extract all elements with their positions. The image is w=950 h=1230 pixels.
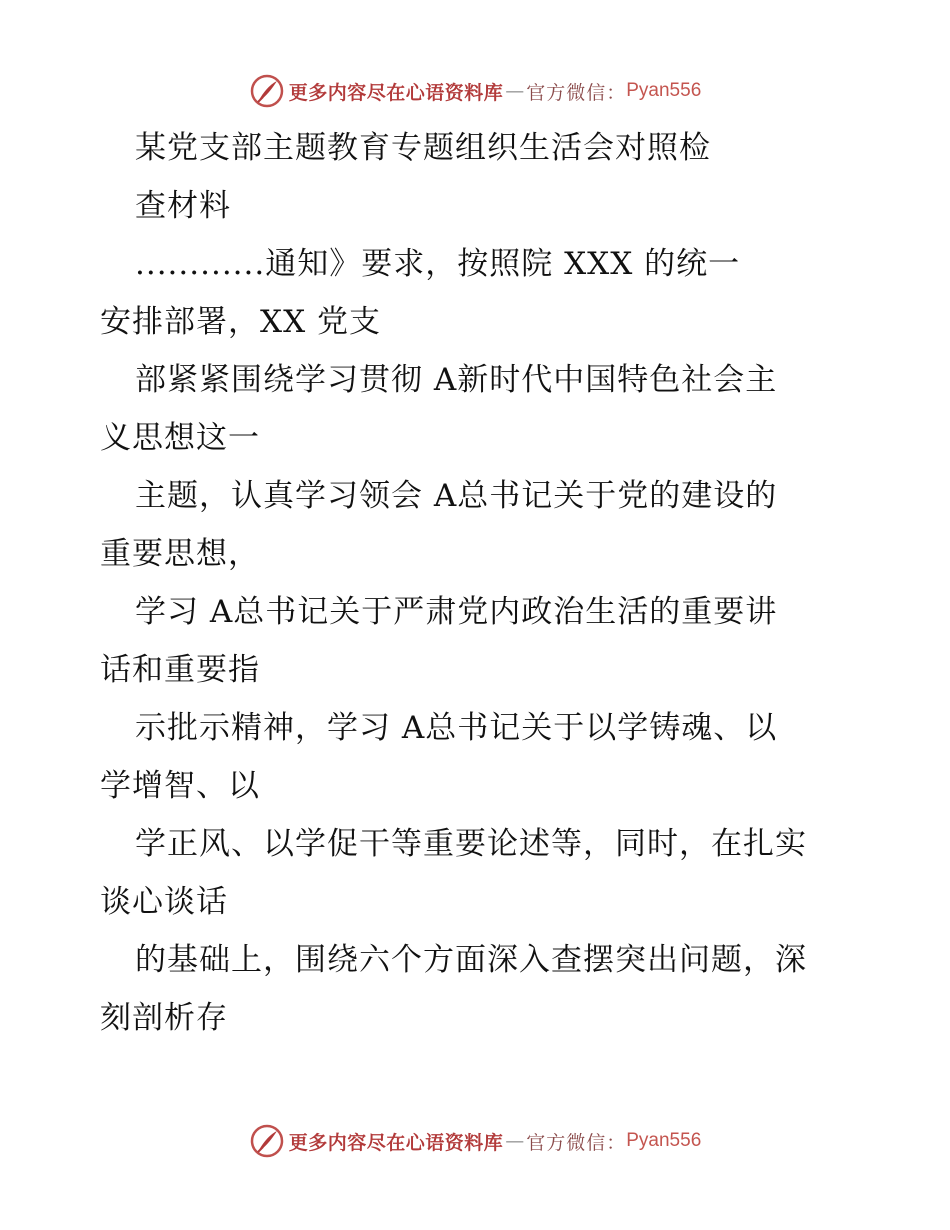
- paragraph-line: 学增智、以: [100, 768, 260, 804]
- feather-pen-logo-icon: [249, 73, 285, 109]
- watermark-separator: —: [505, 1130, 525, 1152]
- watermark-wechat-id: Pyan556: [626, 80, 702, 101]
- watermark-separator: —: [505, 80, 525, 102]
- document-title-line-2: 查材料: [135, 188, 231, 224]
- watermark-label: 官方微信：: [526, 1131, 627, 1154]
- watermark-main-text: 更多内容尽在心语资料库: [288, 1131, 504, 1154]
- paragraph-line: 的基础上，围绕六个方面深入查摆突出问题，深: [135, 942, 807, 978]
- watermark-main-text: 更多内容尽在心语资料库: [288, 81, 504, 104]
- paragraph-line: 学正风、以学促干等重要论述等，同时，在扎实: [135, 826, 807, 862]
- feather-pen-logo-icon: [249, 1123, 285, 1159]
- paragraph-line: 话和重要指: [100, 652, 260, 688]
- document-title-line-1: 某党支部主题教育专题组织生活会对照检: [135, 130, 711, 166]
- paragraph-line: 谈心谈话: [100, 884, 228, 920]
- paragraph-line: 刻剖析存: [100, 1000, 228, 1036]
- watermark-wechat-id: Pyan556: [626, 1130, 702, 1151]
- paragraph-line: 义思想这一: [100, 420, 260, 456]
- paragraph-line: 部紧紧围绕学习贯彻 A新时代中国特色社会主: [135, 362, 778, 398]
- watermark-label: 官方微信：: [526, 81, 627, 104]
- paragraph-line: 主题，认真学习领会 A总书记关于党的建设的: [135, 478, 778, 514]
- paragraph-line: ............通知》要求，按照院 XXX 的统一: [135, 246, 741, 282]
- paragraph-line: 学习 A总书记关于严肃党内政治生活的重要讲: [135, 594, 778, 630]
- paragraph-line: 安排部署，XX 党支: [100, 304, 381, 340]
- paragraph-line: 重要思想，: [100, 536, 260, 572]
- footer-watermark: [0, 1121, 950, 1161]
- header-watermark: [0, 71, 950, 111]
- paragraph-line: 示批示精神，学习 A总书记关于以学铸魂、以: [135, 710, 778, 746]
